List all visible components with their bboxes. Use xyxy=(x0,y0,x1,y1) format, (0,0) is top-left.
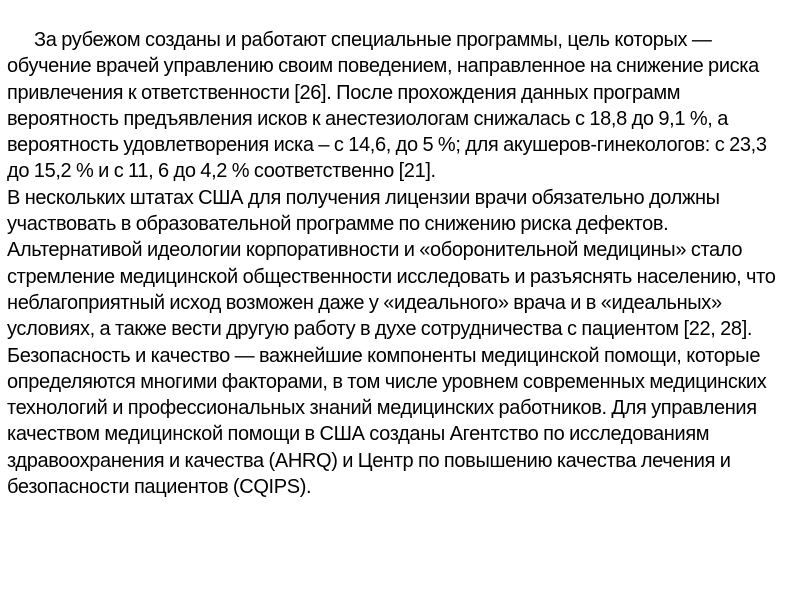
paragraph-us-licensing: В нескольких штатах США для получения лицензии врачи обязательно должны участвовать в образовательной программе по снижению риска дефектов. Альтернативой идеологии корпоративности и «оборонительной медицины» стало стремление медицинской общественности исследовать и разъяснять населению, что неблагоприятный исход возможен даже у «идеального» врача и в «идеальных» условиях, а также вести другую работу в духе сотрудничества с пациентом [22, 28]. xyxy=(7,186,776,341)
body-text xyxy=(7,27,793,500)
paragraph-safety-quality: Безопасность и качество — важнейшие компоненты медицинской помощи, которые определяются многими факторами, в том числе уровнем современных медицинских технологий и профессиональных знаний медицинских работников. Для управления качеством медицинской помощи в США созданы Агентство по исследованиям здравоохранения и качества (AHRQ) и Центр по повышению качества лечения и безопасности пациентов (CQIPS). xyxy=(7,344,767,499)
paragraph-foreign-programs: За рубежом созданы и работают специальные программы, цель которых — обучение врачей управлению своим поведением, направленное на снижение риска привлечения к ответственности [26]. После прохождения данных программ вероятность предъявления исков к анестезиологам снижалась с 18,8 до 9,1 %, а вероятность удовлетворения иска – с 14,6, до 5 %; для акушеров-гинекологов: с 23,3 до 15,2 % и с 11, 6 до 4,2 % соответственно [21]. xyxy=(7,29,767,183)
